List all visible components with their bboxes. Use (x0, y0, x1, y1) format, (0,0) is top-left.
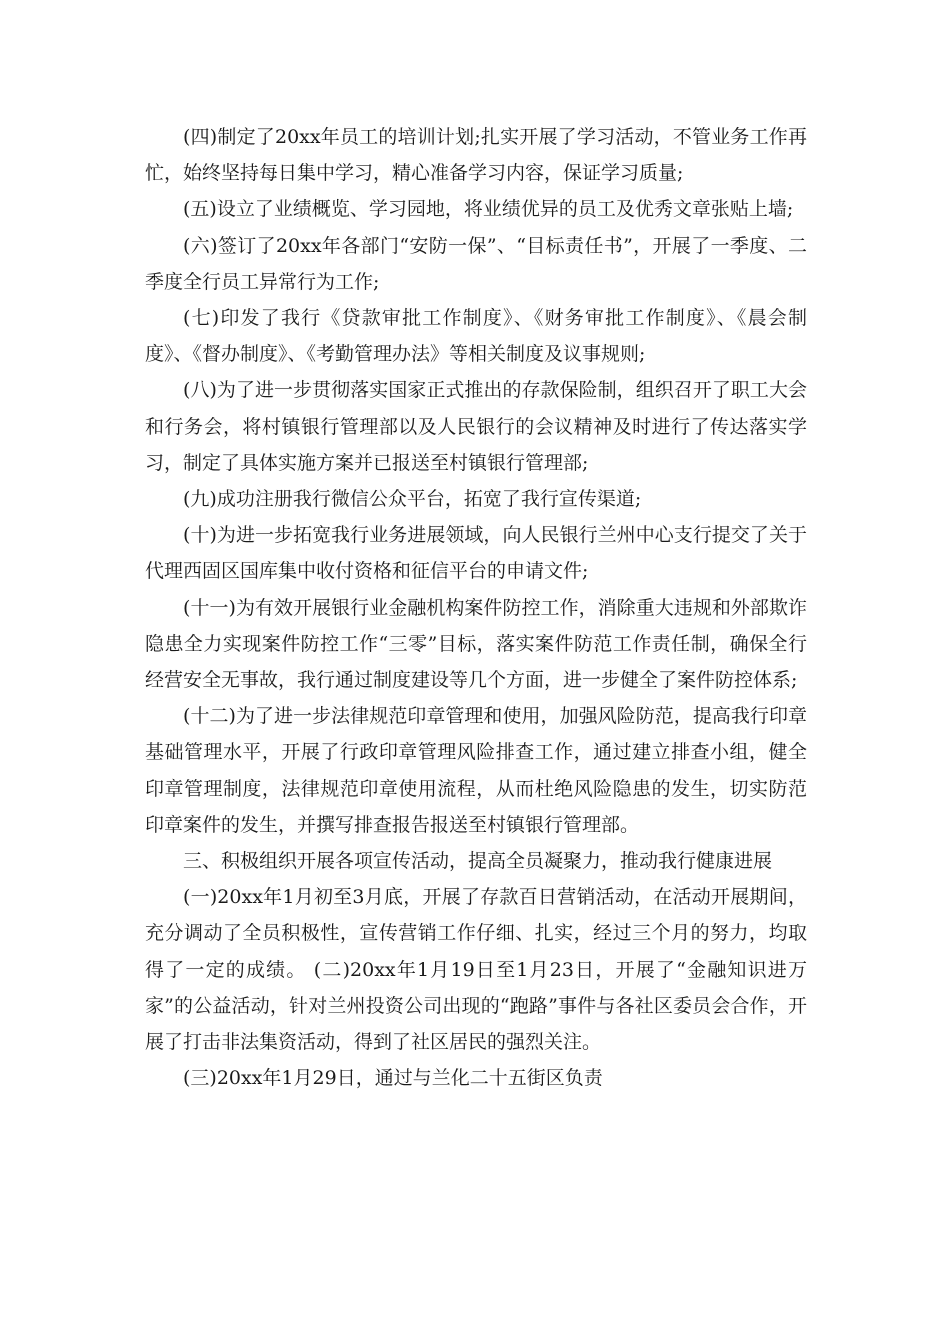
paragraph-item-11: (十一)为有效开展银行业金融机构案件防控工作，消除重大违规和外部欺诈隐患全力实现案件防控工作“三零”目标，落实案件防范工作责任制，确保全行经营安全无事故，我行通过制度建设等几个方面，进一步健全了案件防控体系; (145, 596, 807, 692)
section-heading-3: 三、积极组织开展各项宣传活动，提高全员凝聚力，推动我行健康进展 (183, 850, 773, 873)
paragraph-item-6: (六)签订了20xx年各部门“安防一保”、“目标责任书”，开展了一季度、二季度全行员工异常行为工作; (145, 234, 807, 293)
paragraph-item-7: (七)印发了我行《贷款审批工作制度》、《财务审批工作制度》、《晨会制度》、《督办制度》、《考勤管理办法》等相关制度及议事规则; (145, 307, 807, 366)
paragraph-item-8: (八)为了进一步贯彻落实国家正式推出的存款保险制，组织召开了职工大会和行务会，将村镇银行管理部以及人民银行的会议精神及时进行了传达落实学习，制定了具体实施方案并已报送至村镇银行管理部; (145, 379, 807, 474)
paragraph-item-4: (四)制定了20xx年员工的培训计划;扎实开展了学习活动，不管业务工作再忙，始终坚持每日集中学习，精心准备学习内容，保证学习质量; (145, 126, 807, 185)
paragraph-item-5: (五)设立了业绩概览、学习园地，将业绩优异的员工及优秀文章张贴上墙; (183, 198, 794, 221)
document-body (145, 119, 807, 1096)
paragraph-item-10: (十)为进一步拓宽我行业务进展领域，向人民银行兰州中心支行提交了关于代理西固区国库集中收付资格和征信平台的申请文件; (145, 524, 807, 583)
paragraph-item-12: (十二)为了进一步法律规范印章管理和使用，加强风险防范，提高我行印章基础管理水平，开展了行政印章管理风险排查工作，通过建立排查小组，健全印章管理制度，法律规范印章使用流程，从而杜绝风险隐患的发生，切实防范印章案件的发生，并撰写排查报告报送至村镇银行管理部。 (145, 705, 807, 836)
paragraph-item-section3-1-2: (一)20xx年1月初至3月底，开展了存款百日营销活动，在活动开展期间，充分调动了全员积极性，宣传营销工作仔细、扎实，经过三个月的努力，均取得了一定的成绩。 (二)20xx年1月19日至1月23日，开展了“金融知识进万家”的公益活动，针对兰州投资公司出现的“跑路”事件与各社区委员会合作，开展了打击非法集资活动，得到了社区居民的强烈关注。 (145, 886, 807, 1054)
paragraph-item-section3-3: (三)20xx年1月29日，通过与兰化二十五街区负责 (183, 1067, 603, 1090)
paragraph-item-9: (九)成功注册我行微信公众平台，拓宽了我行宣传渠道; (183, 488, 642, 511)
